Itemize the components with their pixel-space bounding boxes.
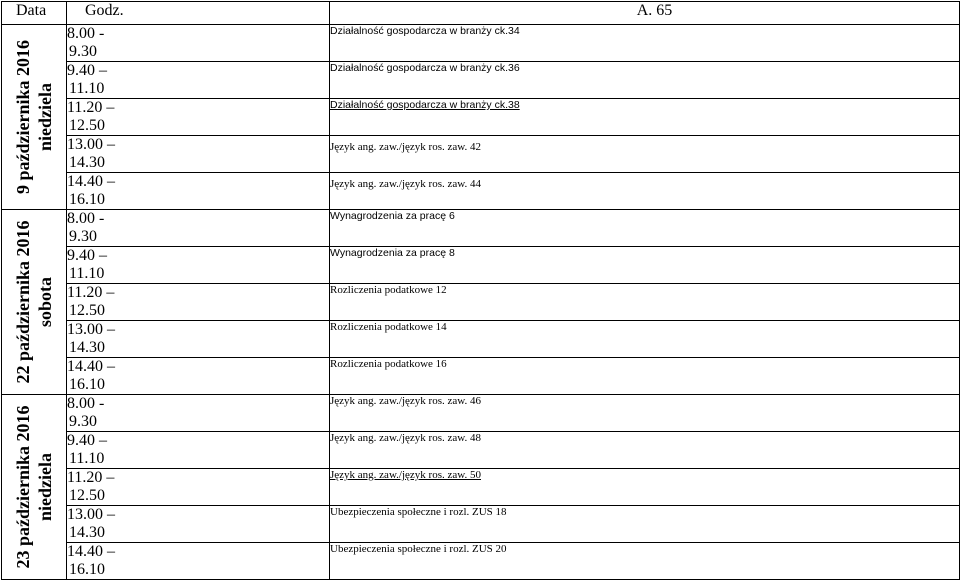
subject-cell (330, 62, 960, 99)
time-cell (67, 543, 330, 580)
day-label (12, 28, 56, 206)
day-cell (2, 25, 67, 210)
day-label (12, 213, 56, 391)
header-hours: Godz. (67, 2, 330, 25)
header-subject: A. 65 (330, 2, 960, 25)
subject-text: Wynagrodzenia za pracę 8 (330, 247, 455, 259)
time-start: 14.40 – (67, 358, 115, 375)
time-start: 9.40 – (67, 247, 107, 264)
subject-text: Ubezpieczenia społeczne i rozl. ZUS 18 (330, 506, 507, 518)
schedule-body (2, 25, 960, 580)
subject-cell (330, 247, 960, 284)
time-start: 11.20 – (67, 469, 115, 486)
schedule-row (2, 284, 960, 321)
time-end: 12.50 (69, 302, 105, 319)
time-start: 8.00 - (67, 25, 105, 42)
subject-text: Język ang. zaw./język ros. zaw. 46 (330, 395, 481, 407)
time-start: 13.00 – (67, 506, 115, 523)
subject-cell (330, 432, 960, 469)
time-start: 8.00 - (67, 395, 105, 412)
subject-cell (330, 321, 960, 358)
subject-text: Rozliczenia podatkowe 12 (330, 284, 447, 296)
time-cell (67, 25, 330, 62)
subject-text: Rozliczenia podatkowe 16 (330, 358, 447, 370)
time-end: 14.30 (69, 524, 105, 541)
time-end: 11.10 (69, 80, 105, 97)
schedule-row (2, 469, 960, 506)
time-start: 8.00 - (67, 210, 105, 227)
subject-cell (330, 136, 960, 173)
time-cell (67, 395, 330, 432)
subject-cell (330, 543, 960, 580)
header-date: Data (2, 2, 67, 25)
time-cell (67, 432, 330, 469)
time-cell (67, 506, 330, 543)
day-weekday: sobota (35, 277, 55, 328)
subject-cell (330, 358, 960, 395)
time-start: 11.20 – (67, 284, 115, 301)
time-end: 16.10 (69, 376, 105, 393)
time-start: 13.00 – (67, 136, 115, 153)
subject-text: Wynagrodzenia za pracę 6 (330, 210, 455, 222)
subject-text: Język ang. zaw./język ros. zaw. 48 (330, 432, 481, 444)
subject-text: Język ang. zaw./język ros. zaw. 42 (330, 141, 481, 153)
subject-cell (330, 173, 960, 210)
time-cell (67, 210, 330, 247)
time-start: 14.40 – (67, 543, 115, 560)
schedule-row (2, 25, 960, 62)
time-end: 16.10 (69, 561, 105, 578)
time-end: 11.10 (69, 265, 105, 282)
time-end: 12.50 (69, 117, 105, 134)
schedule-row (2, 432, 960, 469)
subject-cell (330, 469, 960, 506)
day-date: 22 października 2016 (13, 220, 33, 384)
schedule-row (2, 173, 960, 210)
schedule-row (2, 136, 960, 173)
day-date: 9 października 2016 (13, 40, 33, 195)
time-end: 11.10 (69, 450, 105, 467)
schedule-row (2, 506, 960, 543)
subject-text: Działalność gospodarcza w branży ck.38 (330, 99, 520, 111)
subject-text: Język ang. zaw./język ros. zaw. 44 (330, 178, 481, 190)
schedule-table (1, 1, 960, 580)
subject-text: Działalność gospodarcza w branży ck.36 (330, 62, 520, 74)
schedule-row (2, 247, 960, 284)
time-start: 11.20 – (67, 99, 115, 116)
subject-cell (330, 99, 960, 136)
time-end: 9.30 (69, 413, 97, 430)
schedule-row (2, 99, 960, 136)
schedule-row (2, 321, 960, 358)
subject-cell (330, 395, 960, 432)
subject-text: Rozliczenia podatkowe 14 (330, 321, 447, 333)
day-weekday: niedziela (35, 83, 55, 151)
schedule-row (2, 210, 960, 247)
day-date: 23 października 2016 (13, 405, 33, 569)
time-start: 14.40 – (67, 173, 115, 190)
header-row (2, 2, 960, 25)
time-cell (67, 469, 330, 506)
time-end: 16.10 (69, 191, 105, 208)
time-end: 12.50 (69, 487, 105, 504)
day-cell (2, 395, 67, 580)
time-cell (67, 247, 330, 284)
time-cell (67, 284, 330, 321)
day-cell (2, 210, 67, 395)
time-end: 14.30 (69, 154, 105, 171)
subject-cell (330, 210, 960, 247)
time-end: 9.30 (69, 43, 97, 60)
time-cell (67, 136, 330, 173)
schedule-row (2, 543, 960, 580)
time-cell (67, 99, 330, 136)
subject-cell (330, 506, 960, 543)
day-weekday: niedziela (35, 453, 55, 521)
time-cell (67, 321, 330, 358)
time-start: 9.40 – (67, 432, 107, 449)
subject-text: Język ang. zaw./język ros. zaw. 50 (330, 469, 481, 481)
time-cell (67, 358, 330, 395)
subject-text: Ubezpieczenia społeczne i rozl. ZUS 20 (330, 543, 507, 555)
subject-text: Działalność gospodarcza w branży ck.34 (330, 25, 520, 37)
subject-cell (330, 284, 960, 321)
subject-cell (330, 25, 960, 62)
schedule-row (2, 62, 960, 99)
time-end: 9.30 (69, 228, 97, 245)
time-cell (67, 173, 330, 210)
schedule-row (2, 395, 960, 432)
time-cell (67, 62, 330, 99)
time-start: 13.00 – (67, 321, 115, 338)
day-label (12, 398, 56, 576)
time-end: 14.30 (69, 339, 105, 356)
time-start: 9.40 – (67, 62, 107, 79)
schedule-row (2, 358, 960, 395)
